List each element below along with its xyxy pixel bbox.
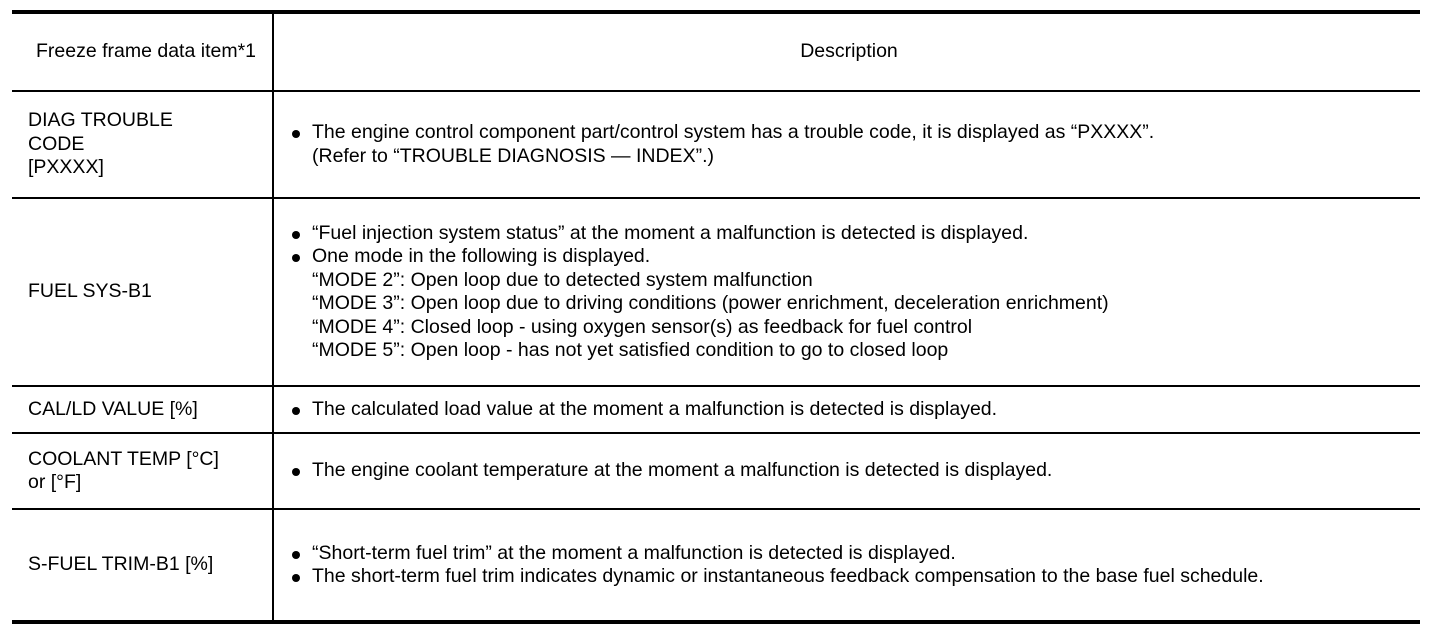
bullet-line: The engine coolant temperature at the moment a malfunction is detected is displayed. (290, 459, 1408, 483)
mode-line: “MODE 4”: Closed loop - using oxygen sensor(s) as feedback for fuel control (312, 315, 973, 338)
bullet-line: The short-term fuel trim indicates dynamic or instantaneous feedback compensation to the base fuel schedule. (290, 565, 1408, 589)
table-row-item (12, 434, 274, 510)
table-row-item (12, 387, 274, 434)
table-grid (12, 14, 1420, 620)
freeze-frame-table (12, 10, 1420, 624)
mode-line: “MODE 5”: Open loop - has not yet satisfied condition to go to closed loop (312, 339, 949, 361)
table-row-description (274, 92, 1420, 199)
table-row-item (12, 199, 274, 387)
bullet-line: “Short-term fuel trim” at the moment a malfunction is detected is displayed. (290, 542, 1408, 566)
item-name: FUEL SYS-B1 (28, 280, 152, 303)
item-name: CAL/LD VALUE [%] (28, 397, 198, 420)
bullet-line: One mode in the following is displayed. (290, 245, 1408, 269)
bullet-line: The engine control component part/control system has a trouble code, it is displayed as “PXXXX”. (290, 121, 1408, 145)
mode-line: “MODE 3”: Open loop due to driving conditions (power enrichment, deceleration enrichment) (312, 292, 1109, 314)
item-name: DIAG TROUBLE CODE [PXXXX] (28, 109, 173, 179)
table-row-description (274, 434, 1420, 510)
item-name: COOLANT TEMP [°C] or [°F] (28, 447, 219, 493)
header-cell-item (12, 14, 274, 92)
table-row-item (12, 92, 274, 199)
table-row-item (12, 510, 274, 620)
header-item-label: Freeze frame data item*1 (36, 40, 257, 63)
header-description-label: Description (800, 40, 898, 63)
bullet-line: “Fuel injection system status” at the moment a malfunction is detected is displayed. (290, 222, 1408, 246)
mode-line: “MODE 2”: Open loop due to detected system malfunction (312, 268, 813, 291)
table-row-description (274, 510, 1420, 620)
sub-line: (Refer to “TROUBLE DIAGNOSIS — INDEX”.) (312, 144, 714, 167)
bullet-line: The calculated load value at the moment a malfunction is detected is displayed. (290, 398, 1408, 422)
table-row-description (274, 387, 1420, 434)
table-bottom-rule (12, 620, 1420, 624)
item-name: S-FUEL TRIM-B1 [%] (28, 553, 214, 576)
table-row-description (274, 199, 1420, 387)
header-cell-description (274, 14, 1420, 92)
